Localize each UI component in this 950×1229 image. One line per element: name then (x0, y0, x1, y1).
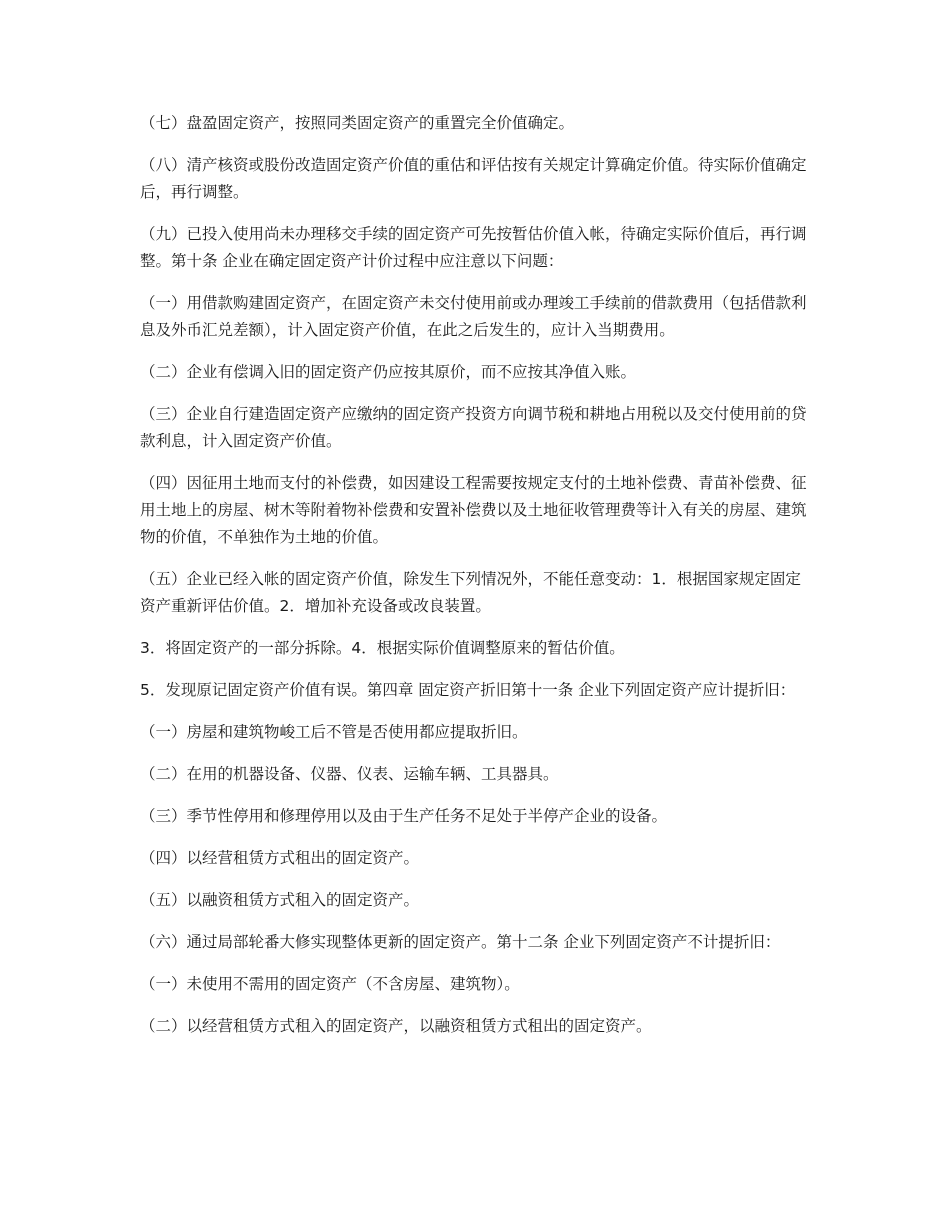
paragraph-2-transferred-assets: （二）企业有偿调入旧的固定资产仍应按其原价，而不应按其净值入账。 (140, 363, 637, 381)
paragraph-7-inventory-surplus: （七）盘盈固定资产，按照同类固定资产的重置完全价值确定。 (140, 114, 575, 132)
paragraph-4-land-compensation: （四）因征用土地而支付的补偿费，如因建设工程需要按规定支付的土地补偿费、青苗补偿费、征用土地上的房屋、树木等附着物补偿费和安置补偿费以及土地征收管理费等计入有关的房屋、建筑物的价值，不单独作为土地的价值。 (140, 474, 807, 546)
paragraph-dep-4-operating-lease-out: （四）以经营租赁方式租出的固定资产。 (140, 849, 420, 867)
paragraph-dep-6-overhaul: （六）通过局部轮番大修实现整体更新的固定资产。第十二条 企业下列固定资产不计提折旧： (140, 933, 781, 951)
paragraph-dep-3-seasonal: （三）季节性停用和修理停用以及由于生产任务不足处于半停产企业的设备。 (140, 807, 668, 825)
paragraph-1-borrowing-costs: （一）用借款购建固定资产，在固定资产未交付使用前或办理竣工手续前的借款费用（包括借款利息及外币汇兑差额），计入固定资产价值，在此之后发生的，应计入当期费用。 (140, 294, 807, 339)
paragraph-3-self-built-assets: （三）企业自行建造固定资产应缴纳的固定资产投资方向调节税和耕地占用税以及交付使用前的贷款利息，计入固定资产价值。 (140, 405, 807, 450)
paragraph-dep-5-finance-lease-in: （五）以融资租赁方式租入的固定资产。 (140, 891, 420, 909)
paragraph-chapter-4-depreciation: 5．发现原记固定资产价值有误。第四章 固定资产折旧第十一条 企业下列固定资产应计提折旧： (140, 681, 796, 699)
paragraph-5-value-changes: （五）企业已经入帐的固定资产价值，除发生下列情况外，不能任意变动：1．根据国家规定固定资产重新评估价值。2．增加补充设备或改良装置。 (140, 570, 801, 615)
paragraph-dep-2-equipment: （二）在用的机器设备、仪器、仪表、运输车辆、工具器具。 (140, 765, 559, 783)
document-body (140, 110, 815, 1055)
paragraph-value-changes-continued: 3．将固定资产的一部分拆除。4．根据实际价值调整原来的暂估价值。 (140, 639, 625, 657)
paragraph-dep-1-buildings: （一）房屋和建筑物峻工后不管是否使用都应提取折旧。 (140, 723, 528, 741)
paragraph-nodep-2-leases: （二）以经营租赁方式租入的固定资产，以融资租赁方式租出的固定资产。 (140, 1017, 652, 1035)
paragraph-nodep-1-unused: （一）未使用不需用的固定资产（不含房屋、建筑物）。 (140, 975, 520, 993)
paragraph-8-revaluation: （八）清产核资或股份改造固定资产价值的重估和评估按有关规定计算确定价值。待实际价值确定后，再行调整。 (140, 156, 807, 201)
paragraph-9-provisional-value: （九）已投入使用尚未办理移交手续的固定资产可先按暂估价值入帐，待确定实际价值后，再行调整。第十条 企业在确定固定资产计价过程中应注意以下问题： (140, 225, 807, 270)
